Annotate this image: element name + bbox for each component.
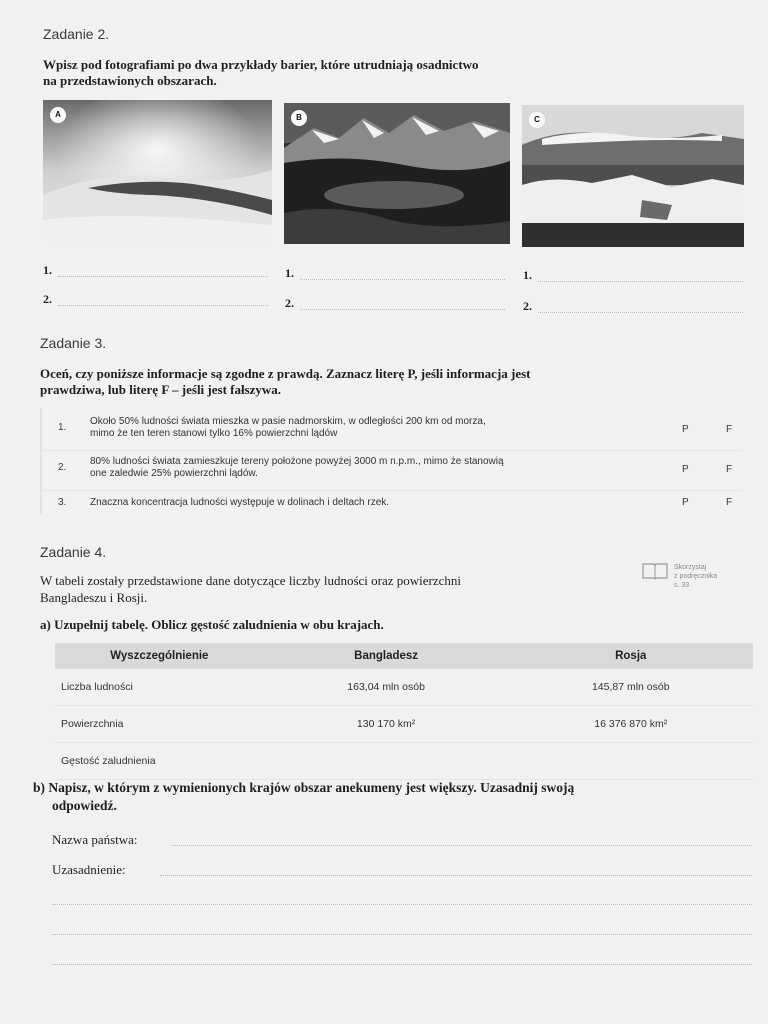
statement-2-text-line1: 80% ludności świata zamieszkuje tereny położone powyżej 3000 m n.p.m., mimo że stanowią xyxy=(90,456,504,467)
task4-part-b-line2: odpowiedź. xyxy=(52,798,117,813)
photo-a-snow-landscape xyxy=(43,100,272,242)
bangladesh-population: 163,04 mln osób xyxy=(264,669,509,706)
row-divider xyxy=(42,490,742,491)
photo-c-answer-1-line[interactable] xyxy=(538,281,743,282)
table-header-russia: Rosja xyxy=(509,643,753,669)
statement-3-option-f[interactable]: F xyxy=(726,497,733,508)
task2-instruction-line1: Wpisz pod fotografiami po dwa przykłady barier, które utrudniają osadnictwo xyxy=(43,57,479,72)
task2-instruction-line2: na przedstawionych obszarach. xyxy=(43,73,217,88)
table-header-category: Wyszczególnienie xyxy=(55,643,264,669)
table-row xyxy=(55,669,753,706)
row-label-population: Liczba ludności xyxy=(55,669,264,706)
country-name-label: Nazwa państwa: xyxy=(52,832,138,847)
table-row xyxy=(55,706,753,743)
photo-b-answer-2-number: 2. xyxy=(285,296,294,310)
photo-a-answer-2-number: 2. xyxy=(43,292,52,306)
justification-answer-line[interactable] xyxy=(52,904,752,905)
statement-1-text-line2: mimo że ten teren stanowi tylko 16% powierzchni lądów xyxy=(90,428,338,439)
table-header-row xyxy=(55,643,753,669)
side-note-line1: Skorzystaj xyxy=(674,564,707,571)
bangladesh-density-answer[interactable] xyxy=(264,743,509,780)
photo-c-answer-2-number: 2. xyxy=(523,299,532,313)
justification-answer-line[interactable] xyxy=(52,964,752,965)
statement-3-option-p[interactable]: P xyxy=(682,497,689,508)
statement-1-text-line1: Około 50% ludności świata mieszka w pasie nadmorskim, w odległości 200 km od morza, xyxy=(90,416,486,427)
task4-part-a: a) Uzupełnij tabelę. Oblicz gęstość zaludnienia w obu krajach. xyxy=(40,617,384,632)
photo-a-label: A xyxy=(50,107,66,123)
justification-answer-line[interactable] xyxy=(52,934,752,935)
statement-1-number: 1. xyxy=(58,422,67,433)
photo-c-label: C xyxy=(529,112,545,128)
true-false-row-1 xyxy=(40,416,760,448)
true-false-row-2 xyxy=(40,456,760,488)
task3-title: Zadanie 3. xyxy=(40,335,107,351)
photo-c-ice-coast xyxy=(522,105,744,247)
justification-answer-line[interactable] xyxy=(160,875,752,876)
side-note xyxy=(674,563,717,590)
statement-2-text-line2: one zaledwie 25% powierzchni lądów. xyxy=(90,468,258,479)
table-row xyxy=(55,743,753,780)
statement-3-text-line1: Znaczna koncentracja ludności występuje w dolinach i deltach rzek. xyxy=(90,497,390,508)
task3-instruction-line1: Oceń, czy poniższe informacje są zgodne z prawdą. Zaznacz literę P, jeśli informacja jest xyxy=(40,366,531,381)
photo-a-answer-2-line[interactable] xyxy=(58,305,268,306)
statement-1-option-f[interactable]: F xyxy=(726,424,733,435)
bangladesh-area: 130 170 km² xyxy=(264,706,509,743)
table-header-bangladesh: Bangladesz xyxy=(264,643,509,669)
side-note-line2: z podręcznika xyxy=(674,573,718,580)
task2-title: Zadanie 2. xyxy=(43,26,110,42)
russia-density-answer[interactable] xyxy=(509,743,753,780)
photo-c-answer-1-number: 1. xyxy=(523,268,532,282)
statement-3-number: 3. xyxy=(58,497,67,508)
photo-a-answer-1-line[interactable] xyxy=(58,276,268,277)
photo-c-answer-2-line[interactable] xyxy=(538,312,743,313)
textbook-icon xyxy=(642,562,668,580)
population-table xyxy=(55,643,753,780)
row-label-density: Gęstość zaludnienia xyxy=(55,743,264,780)
russia-area: 16 376 870 km² xyxy=(509,706,753,743)
side-note-line3: s. 33 xyxy=(674,582,690,589)
statement-2-option-p[interactable]: P xyxy=(682,464,689,475)
country-name-answer-line[interactable] xyxy=(172,845,752,846)
row-label-area: Powierzchnia xyxy=(55,706,264,743)
russia-population: 145,87 mln osób xyxy=(509,669,753,706)
task3-instruction-line2: prawdziwa, lub literę F – jeśli jest fałszywa. xyxy=(40,382,282,397)
photo-a-answer-1-number: 1. xyxy=(43,263,52,277)
photo-b-answer-2-line[interactable] xyxy=(300,309,505,310)
task4-intro-line1: W tabeli zostały przedstawione dane dotyczące liczby ludności oraz powierzchni xyxy=(40,573,462,588)
statement-2-number: 2. xyxy=(58,462,67,473)
statement-2-option-f[interactable]: F xyxy=(726,464,733,475)
task4-intro-line2: Bangladeszu i Rosji. xyxy=(40,590,148,605)
task4-part-b-line1: b) Napisz, w którym z wymienionych krajów obszar anekumeny jest większy. Uzasadnij swoją xyxy=(33,780,575,795)
photo-b-mountains xyxy=(284,103,510,244)
photo-b-answer-1-line[interactable] xyxy=(300,279,505,280)
justification-label: Uzasadnienie: xyxy=(52,862,126,877)
photo-b-answer-1-number: 1. xyxy=(285,266,294,280)
row-divider xyxy=(42,450,742,451)
true-false-row-3 xyxy=(40,497,760,515)
task4-title: Zadanie 4. xyxy=(40,544,107,560)
photo-b-label: B xyxy=(291,110,307,126)
statement-1-option-p[interactable]: P xyxy=(682,424,689,435)
